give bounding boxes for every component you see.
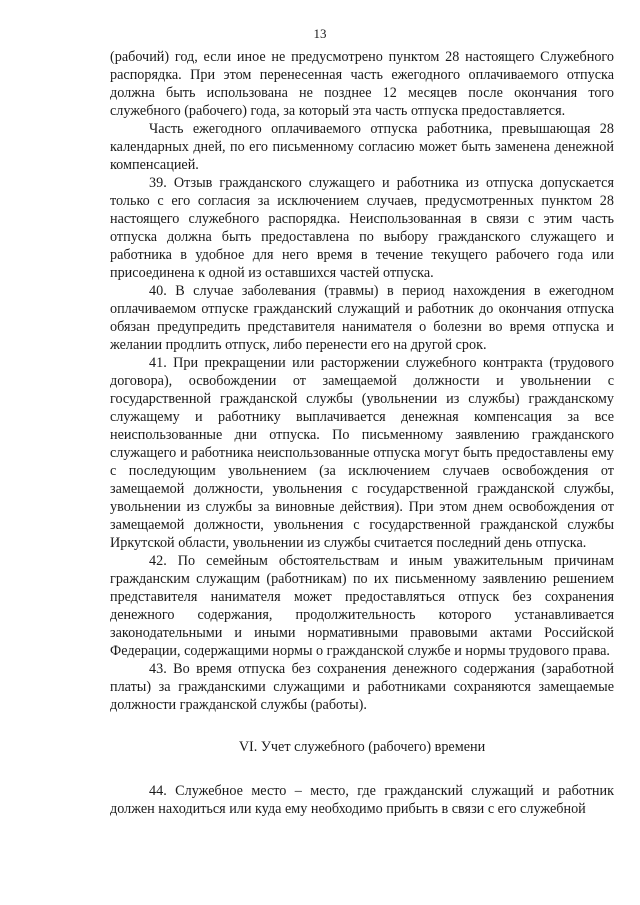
paragraph-43: 43. Во время отпуска без сохранения денежного содержания (заработной платы) за гражданскими служащими и работниками сохраняются замещаемые должности гражданской службы (работы). (110, 661, 614, 713)
page-number: 13 (313, 26, 327, 41)
document-body (110, 48, 614, 818)
paragraph-42: 42. По семейным обстоятельствам и иным уважительным причинам гражданским служащим (работникам) по их письменному заявлению решением представителя нанимателя может предоставляться отпуск без сохранения денежного содержания, продолжительность которого устанавливается законодательными и иными нормативными правовыми актами Российской Федерации, содержащими нормы о гражданской службе и нормы трудового права. (110, 553, 614, 659)
paragraph-40: 40. В случае заболевания (травмы) в период нахождения в ежегодном оплачиваемом отпуске гражданский служащий и работник до окончания отпуска обязан предупредить представителя нанимателя о болезни во время отпуска и желании продлить отпуск, либо перенести его на другой срок. (110, 283, 614, 353)
paragraph-compensation: Часть ежегодного оплачиваемого отпуска работника, превышающая 28 календарных дней, по его письменному согласию может быть заменена денежной компенсацией. (110, 121, 614, 173)
paragraph-continuation: (рабочий) год, если иное не предусмотрено пунктом 28 настоящего Служебного распорядка. При этом перенесенная часть ежегодного оплачиваемого отпуска должна быть использована не позднее 12 месяцев после окончания того служебного (рабочего) года, за который эта часть отпуска предоставляется. (110, 49, 614, 119)
section-heading: VI. Учет служебного (рабочего) времени (238, 739, 486, 755)
paragraph-44: 44. Служебное место – место, где гражданский служащий и работник должен находиться или куда ему необходимо прибыть в связи с его служебной (110, 783, 614, 817)
paragraph-39: 39. Отзыв гражданского служащего и работника из отпуска допускается только с его согласия за исключением случаев, предусмотренных пунктом 28 настоящего служебного распорядка. Неиспользованная в связи с этим часть отпуска должна быть предоставлена по выбору гражданского служащего и работника в удобное для него время в течение текущего рабочего года или присоединена к одной из оставшихся частей отпуска. (110, 175, 614, 281)
paragraph-41: 41. При прекращении или расторжении служебного контракта (трудового договора), освобождении от замещаемой должности и увольнении с государственной гражданской службы (увольнении из службы) гражданскому служащему и работнику выплачивается денежная компенсация за все неиспользованные дни отпуска. По письменному заявлению гражданского служащего и работника неиспользованные отпуска могут быть предоставлены ему с последующим увольнением (за исключением случаев освобождения от замещаемой должности, увольнения с государственной гражданской службы, увольнении из службы за виновные действия). При этом днем освобождения от замещаемой должности, увольнения с государственной гражданской службы Иркутской области, увольнении из службы считается последний день отпуска. (110, 355, 614, 551)
